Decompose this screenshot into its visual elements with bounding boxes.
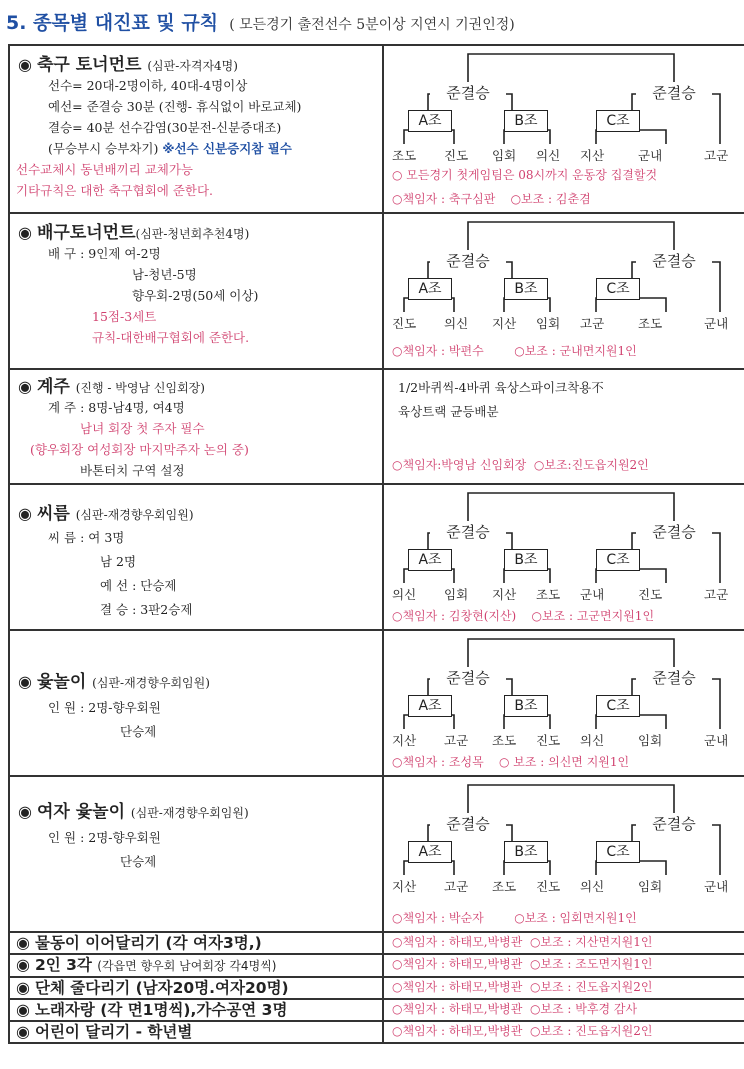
- team-name: 의신: [536, 148, 561, 163]
- assistant: ○보조 : 군내면지원1인: [514, 344, 637, 358]
- team-name: 임회: [536, 316, 561, 331]
- group-b-label: B조: [504, 110, 548, 132]
- team-name: 진도: [536, 879, 561, 894]
- team-name: 진도: [536, 733, 561, 748]
- team-name: 지산: [492, 587, 517, 602]
- event-row-volleyball: [9, 213, 744, 369]
- tournament-bracket: [384, 485, 744, 603]
- rule-line: 15점-3세트: [92, 309, 157, 324]
- fisheye-bullet-icon: ◉: [18, 223, 32, 242]
- semifinal-label: 준결승: [636, 813, 712, 835]
- rule-line: 예 선 : 단승제: [100, 578, 177, 593]
- section-heading: [6, 8, 515, 34]
- relay-info-cell: [383, 369, 744, 484]
- event-info: [9, 45, 383, 213]
- bracket-connector: [596, 715, 666, 729]
- rule-line: 단승제: [120, 724, 157, 739]
- team-name: 진도: [638, 587, 663, 602]
- bracket-connector: [504, 569, 550, 583]
- bracket-cell: [383, 484, 744, 630]
- team-name: 의신: [444, 316, 469, 331]
- responsible-person: ○책임자 : 하태모,박병관: [392, 1002, 523, 1016]
- rule-line: 남 2명: [100, 554, 137, 569]
- tournament-bracket: [384, 46, 744, 164]
- rule-line: 남-청년-5명: [132, 267, 197, 282]
- rule-line: 기타규칙은 대한 축구협회에 준한다.: [16, 183, 214, 198]
- event-row-ssireum: [9, 484, 744, 630]
- team-name: 조도: [638, 316, 663, 331]
- responsible-person: ○책임자:박영남 신임회장: [392, 458, 527, 472]
- event-title: 축구 토너먼트: [36, 55, 142, 75]
- fisheye-bullet-icon: ◉: [18, 55, 32, 74]
- event-info: [9, 484, 383, 630]
- group-a-label: A조: [408, 549, 452, 571]
- bracket-lines: [384, 777, 744, 895]
- bracket-connector: [404, 861, 454, 875]
- assistant: ○보조:진도읍지원2인: [533, 458, 649, 472]
- fisheye-bullet-icon: ◉: [18, 377, 32, 396]
- event-title: 배구토너먼트: [36, 223, 136, 243]
- rule-line: (무승부시 승부차기): [48, 141, 159, 156]
- team-name: 임회: [444, 587, 469, 602]
- assistant: ○보조 : 고군면지원1인: [531, 609, 655, 623]
- event-info: [9, 369, 383, 484]
- id-required-note: ※선수 신분증지참 필수: [162, 141, 292, 156]
- responsible-person: ○책임자 : 하태모,박병관: [392, 935, 523, 949]
- bracket-lines: [384, 46, 744, 164]
- event-row-yutnori: [9, 630, 744, 776]
- section-title: 5. 종목별 대진표 및 규칙: [6, 12, 219, 34]
- semifinal-label: 준결승: [430, 82, 506, 104]
- rule-line: (향우회장 여성회장 마지막주자 논의 중): [30, 442, 249, 457]
- responsible-person: ○책임자 : 하태모,박병관: [392, 1024, 523, 1038]
- bracket-connector: [596, 569, 666, 583]
- event-row-singing-contest: [9, 999, 744, 1021]
- responsible-person: ○책임자 : 하태모,박병관: [392, 980, 523, 994]
- semifinal-label: 준결승: [636, 521, 712, 543]
- semifinal-label: 준결승: [636, 82, 712, 104]
- team-name: 조도: [392, 148, 417, 163]
- team-name: 지산: [492, 316, 517, 331]
- event-row-relay: [9, 369, 744, 484]
- semifinal-label: 준결승: [430, 521, 506, 543]
- fisheye-bullet-icon: ◉: [16, 1022, 30, 1041]
- bracket-cell: [383, 213, 744, 369]
- group-a-label: A조: [408, 841, 452, 863]
- assistant: ○보조 : 김춘겸: [510, 192, 591, 206]
- team-name: 군내: [704, 733, 729, 748]
- event-row-three-legged: [9, 954, 744, 977]
- rule-line: 바톤터치 구역 설정: [80, 463, 185, 478]
- bracket-connector: [404, 715, 454, 729]
- group-c-label: C조: [596, 695, 640, 717]
- event-subtitle: (심판-재경향우회임원): [92, 676, 210, 690]
- group-a-label: A조: [408, 278, 452, 300]
- rule-line: 결 승 : 3판2승제: [100, 602, 193, 617]
- team-name: 군내: [704, 316, 729, 331]
- bracket-connector: [504, 861, 550, 875]
- assistant: ○보조 : 임회면지원1인: [514, 911, 637, 925]
- group-c-label: C조: [596, 110, 640, 132]
- team-name: 진도: [392, 316, 417, 331]
- event-subtitle: (심판-재경향우회임원): [130, 806, 249, 820]
- bracket-connector: [468, 222, 674, 250]
- bracket-connector: [404, 569, 454, 583]
- bracket-cell: [383, 630, 744, 776]
- fisheye-bullet-icon: ◉: [18, 672, 32, 691]
- bracket-connector: [404, 298, 454, 312]
- fisheye-bullet-icon: ◉: [16, 978, 30, 997]
- team-name: 지산: [580, 148, 605, 163]
- team-name: 군내: [580, 587, 605, 602]
- bracket-connector: [504, 298, 550, 312]
- event-subtitle: (심판-재경향우회임원): [75, 508, 194, 522]
- fisheye-bullet-icon: ◉: [16, 933, 30, 952]
- relay-rule: 1/2바퀴씩-4바퀴 육상스파이크착용不: [398, 380, 604, 395]
- team-name: 고군: [704, 148, 729, 163]
- bracket-connector: [468, 54, 674, 82]
- event-row-womens-yutnori: [9, 776, 744, 932]
- responsible-person: ○책임자 : 축구심판: [392, 192, 496, 206]
- group-c-label: C조: [596, 549, 640, 571]
- assistant: ○보조 : 진도읍지원2인: [529, 980, 653, 994]
- team-name: 조도: [492, 733, 517, 748]
- team-name: 임회: [638, 879, 663, 894]
- rule-line: 계 주 : 8명-남4명, 여4명: [48, 400, 185, 415]
- rule-line: 단승제: [120, 854, 157, 869]
- semifinal-label: 준결승: [430, 250, 506, 272]
- event-subtitle: (각읍면 향우회 남여회장 각4명씩): [97, 959, 277, 973]
- responsible-person: ○책임자 : 김창현(지산): [392, 609, 517, 623]
- rule-line: 규칙-대한배구협회에 준한다.: [92, 330, 250, 345]
- team-name: 조도: [536, 587, 561, 602]
- assistant: ○보조 : 조도면지원1인: [529, 957, 653, 971]
- event-title: 물동이 이어달리기 (각 여자3명,): [34, 934, 262, 952]
- team-name: 고군: [704, 587, 729, 602]
- team-name: 진도: [444, 148, 469, 163]
- tournament-bracket: [384, 631, 744, 749]
- notice-line: ○ 모든경기 첫게임팀은 08시까지 운동장 집결할것: [392, 168, 658, 182]
- relay-rule: 육상트랙 균등배분: [398, 404, 499, 419]
- event-title: 여자 윷놀이: [36, 802, 125, 822]
- event-title: 씨름: [36, 504, 70, 524]
- schedule-table: [8, 44, 744, 1044]
- bracket-connector: [468, 493, 674, 521]
- event-row-tug-of-war: [9, 977, 744, 999]
- tournament-bracket: [384, 777, 744, 895]
- tournament-bracket: [384, 214, 744, 332]
- rule-line: 인 원 : 2명-향우회원: [48, 700, 161, 715]
- semifinal-label: 준결승: [636, 667, 712, 689]
- rule-line: 선수교체시 동년배끼리 교체가능: [16, 162, 193, 177]
- event-row-kids-race: [9, 1021, 744, 1043]
- group-a-label: A조: [408, 695, 452, 717]
- team-name: 고군: [444, 879, 469, 894]
- bracket-cell: [383, 776, 744, 932]
- team-name: 임회: [638, 733, 663, 748]
- bracket-lines: [384, 631, 744, 749]
- group-b-label: B조: [504, 841, 548, 863]
- event-subtitle: (심판-자격자4명): [147, 59, 238, 73]
- bracket-cell: [383, 45, 744, 213]
- event-row-water-jar-relay: [9, 932, 744, 954]
- bracket-connector: [404, 130, 454, 144]
- event-title: 단체 줄다리기 (남자20명.여자20명): [34, 979, 289, 997]
- responsible-person: ○책임자 : 박순자: [392, 911, 484, 925]
- team-name: 조도: [492, 879, 517, 894]
- responsible-person: ○책임자 : 박편수: [392, 344, 484, 358]
- assistant: ○ 보조 : 의신면 지원1인: [498, 755, 630, 769]
- bracket-lines: [384, 485, 744, 603]
- bracket-connector: [504, 715, 550, 729]
- event-subtitle: (심판-청년회추천4명): [135, 227, 250, 241]
- fisheye-bullet-icon: ◉: [16, 1000, 30, 1019]
- bracket-connector: [504, 130, 550, 144]
- semifinal-label: 준결승: [636, 250, 712, 272]
- rule-line: 인 원 : 2명-향우회원: [48, 830, 161, 845]
- responsible-person: ○책임자 : 조성목: [392, 755, 484, 769]
- event-title: 계주: [36, 377, 70, 397]
- fisheye-bullet-icon: ◉: [18, 504, 32, 523]
- fisheye-bullet-icon: ◉: [16, 955, 30, 974]
- group-c-label: C조: [596, 278, 640, 300]
- team-name: 의신: [392, 587, 417, 602]
- responsible-person: ○책임자 : 하태모,박병관: [392, 957, 523, 971]
- section-note: ( 모든경기 출전선수 5분이상 지연시 기권인정): [229, 17, 515, 33]
- team-name: 군내: [638, 148, 663, 163]
- event-title: 2인 3각: [34, 956, 92, 974]
- group-c-label: C조: [596, 841, 640, 863]
- event-info: [9, 630, 383, 776]
- bracket-connector: [596, 861, 666, 875]
- bracket-connector: [468, 639, 674, 667]
- team-name: 지산: [392, 879, 417, 894]
- team-name: 고군: [444, 733, 469, 748]
- rule-line: 예선= 준결승 30분 (진행- 휴식없이 바로교체): [48, 99, 302, 114]
- group-b-label: B조: [504, 695, 548, 717]
- rule-line: 배 구 : 9인제 여-2명: [48, 246, 161, 261]
- event-title: 윷놀이: [36, 672, 87, 692]
- event-row-soccer: [9, 45, 744, 213]
- bracket-connector: [468, 785, 674, 813]
- bracket-connector: [596, 298, 666, 312]
- assistant: ○보조 : 지산면지원1인: [529, 935, 653, 949]
- fisheye-bullet-icon: ◉: [18, 802, 32, 821]
- rule-line: 남녀 회장 첫 주자 필수: [80, 421, 205, 436]
- assistant: ○보조 : 박후경 감사: [529, 1002, 638, 1016]
- team-name: 임회: [492, 148, 517, 163]
- group-b-label: B조: [504, 278, 548, 300]
- rule-line: 향우회-2명(50세 이상): [132, 288, 259, 303]
- bracket-lines: [384, 214, 744, 332]
- event-title: 노래자랑 (각 면1명씩),가수공연 3명: [34, 1001, 288, 1019]
- group-b-label: B조: [504, 549, 548, 571]
- event-subtitle: (진행 - 박영남 신임회장): [75, 381, 205, 395]
- team-name: 지산: [392, 733, 417, 748]
- event-info: [9, 776, 383, 932]
- semifinal-label: 준결승: [430, 813, 506, 835]
- team-name: 고군: [580, 316, 605, 331]
- rule-line: 씨 름 : 여 3명: [48, 530, 125, 545]
- team-name: 의신: [580, 879, 605, 894]
- rule-line: 결승= 40분 선수감염(30분전-신분증대조): [48, 120, 282, 135]
- event-title: 어린이 달리기 - 학년별: [34, 1023, 193, 1041]
- group-a-label: A조: [408, 110, 452, 132]
- event-info: [9, 213, 383, 369]
- bracket-connector: [596, 130, 666, 144]
- assistant: ○보조 : 진도읍지원2인: [529, 1024, 653, 1038]
- team-name: 군내: [704, 879, 729, 894]
- team-name: 의신: [580, 733, 605, 748]
- rule-line: 선수= 20대-2명이하, 40대-4명이상: [48, 78, 248, 93]
- semifinal-label: 준결승: [430, 667, 506, 689]
